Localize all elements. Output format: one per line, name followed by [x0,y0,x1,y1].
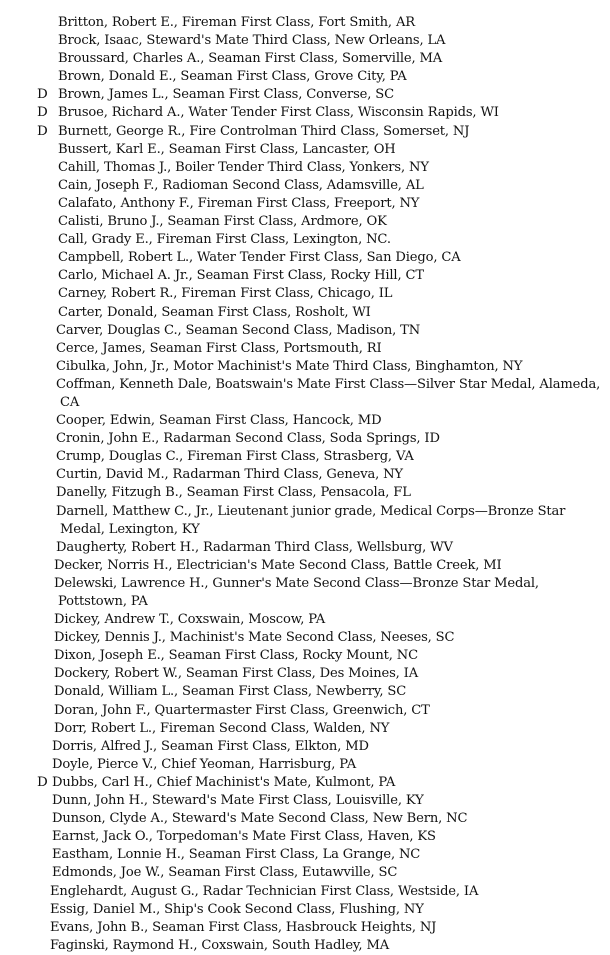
roster-entry [0,430,610,448]
roster-entry-text: Cibulka, John, Jr., Motor Machinist's Mate Third Class, Binghamton, NY [56,358,523,374]
roster-entry-text: Carver, Douglas C., Seaman Second Class, Madison, TN [56,322,421,338]
roster-entry-text: Eastham, Lonnie H., Seaman First Class, La Grange, NC [52,847,421,863]
roster-entry-text: Carlo, Michael A. Jr., Seaman First Class, Rocky Hill, CT [58,268,424,284]
roster-entry-text: Faginski, Raymond H., Coxswain, South Hadley, MA [50,937,390,953]
roster-entry [0,702,610,720]
roster-entry [0,213,610,231]
roster-entry [0,86,610,104]
roster-entry-text: Cerce, James, Seaman First Class, Portsmouth, RI [56,340,382,356]
roster-entry [0,629,610,647]
roster-entry [0,883,610,901]
roster-entry [0,720,610,738]
roster-entry [0,810,610,828]
roster-entry [0,901,610,919]
roster-entry-text: Donald, William L., Seaman First Class, Newberry, SC [54,684,407,700]
roster-entry-text: Danelly, Fitzugh B., Seaman First Class, Pensacola, FL [56,485,411,501]
deceased-marker: D [37,87,48,103]
roster-entry-text: Doran, John F., Quartermaster First Class, Greenwich, CT [54,702,430,718]
roster-entry [0,792,610,810]
roster-entry-text: Brown, James L., Seaman First Class, Converse, SC [58,87,394,103]
roster-entry-text: Calafato, Anthony F., Fireman First Class, Freeport, NY [58,195,420,211]
roster-entry-text: Daugherty, Robert H., Radarman Third Class, Wellsburg, WV [56,539,453,555]
roster-entry-text: Call, Grady E., Fireman First Class, Lexington, NC. [58,232,391,248]
roster-entry [0,159,610,177]
roster-entry [0,665,610,683]
roster-entry-text: Brusoe, Richard A., Water Tender First Class, Wisconsin Rapids, WI [58,105,499,121]
roster-entry-text: Carney, Robert R., Fireman First Class, Chicago, IL [58,286,393,302]
roster-entry-text: Broussard, Charles A., Seaman First Class, Somerville, MA [58,51,443,67]
roster-entry [0,340,610,358]
roster-entry-text: Evans, John B., Seaman First Class, Hasbrouck Heights, NJ [50,919,437,935]
roster-entry [0,141,610,159]
roster-entry [0,358,610,376]
roster-entry-text: Britton, Robert E., Fireman First Class, Fort Smith, AR [58,15,415,30]
roster-entry-text: Curtin, David M., Radarman Third Class, Geneva, NY [56,467,403,483]
roster-entry-text: Edmonds, Joe W., Seaman First Class, Eutawville, SC [52,865,398,881]
crew-roster-list [0,14,610,955]
roster-entry-text: Dorr, Robert L., Fireman Second Class, Walden, NY [54,720,390,736]
roster-entry-text: Dunn, John H., Steward's Mate First Class, Louisville, KY [52,793,424,809]
roster-entry [0,267,610,285]
roster-entry [0,774,610,792]
deceased-marker: D [37,123,48,139]
roster-entry-text: Burnett, George R., Fire Controlman Third Class, Somerset, NJ [58,123,470,139]
deceased-marker: D [37,105,48,121]
roster-entry [0,231,610,249]
roster-entry [0,14,610,32]
roster-entry-text: Bussert, Karl E., Seaman First Class, Lancaster, OH [58,141,396,157]
roster-entry [0,195,610,213]
roster-entry [0,412,610,430]
roster-entry [0,846,610,864]
roster-entry [0,484,610,502]
roster-entry [0,448,610,466]
roster-entry-text: Doyle, Pierce V., Chief Yeoman, Harrisburg, PA [52,756,357,772]
roster-entry-text: Dorris, Alfred J., Seaman First Class, Elkton, MD [52,738,369,754]
roster-entry [0,376,610,412]
roster-entry-text: Delewski, Lawrence H., Gunner's Mate Second Class—Bronze Star Medal, Pottstown, PA [54,575,539,609]
roster-entry-text: Calisti, Bruno J., Seaman First Class, Ardmore, OK [58,214,387,230]
roster-entry [0,557,610,575]
roster-entry [0,50,610,68]
roster-entry-text: Earnst, Jack O., Torpedoman's Mate First Class, Haven, KS [52,829,436,845]
roster-entry [0,123,610,141]
deceased-marker: D [37,774,48,790]
roster-entry [0,304,610,322]
roster-entry-text: Cain, Joseph F., Radioman Second Class, Adamsville, AL [58,177,424,193]
roster-entry-text: Dixon, Joseph E., Seaman First Class, Rocky Mount, NC [54,648,418,664]
roster-entry-text: Cahill, Thomas J., Boiler Tender Third Class, Yonkers, NY [58,159,429,175]
roster-entry-text: Brown, Donald E., Seaman First Class, Grove City, PA [58,69,407,85]
roster-entry [0,249,610,267]
roster-entry-text: Dickey, Andrew T., Coxswain, Moscow, PA [54,612,326,628]
roster-entry [0,828,610,846]
roster-entry-text: Cooper, Edwin, Seaman First Class, Hancock, MD [56,413,382,429]
roster-entry [0,285,610,303]
roster-entry-text: Englehardt, August G., Radar Technician First Class, Westside, IA [50,883,479,899]
roster-entry [0,32,610,50]
roster-entry [0,683,610,701]
roster-entry [0,466,610,484]
roster-entry-text: Cronin, John E., Radarman Second Class, Soda Springs, ID [56,431,440,447]
roster-entry [0,738,610,756]
roster-entry [0,919,610,937]
roster-entry [0,611,610,629]
roster-entry [0,177,610,195]
roster-entry [0,864,610,882]
roster-entry [0,575,610,611]
roster-entry-text: Dockery, Robert W., Seaman First Class, Des Moines, IA [54,666,419,682]
roster-entry-text: Coffman, Kenneth Dale, Boatswain's Mate First Class—Silver Star Medal, Alameda, CA [56,376,601,410]
roster-entry [0,647,610,665]
roster-entry [0,937,610,955]
roster-entry-text: Dunson, Clyde A., Steward's Mate Second Class, New Bern, NC [52,811,468,827]
roster-entry-text: Crump, Douglas C., Fireman First Class, Strasberg, VA [56,449,414,465]
roster-entry-text: Essig, Daniel M., Ship's Cook Second Class, Flushing, NY [50,901,424,917]
roster-entry-text: Dickey, Dennis J., Machinist's Mate Second Class, Neeses, SC [54,630,455,646]
roster-entry [0,104,610,122]
roster-entry [0,503,610,539]
roster-entry [0,68,610,86]
roster-entry [0,756,610,774]
roster-entry-text: Campbell, Robert L., Water Tender First Class, San Diego, CA [58,250,461,266]
roster-entry-text: Carter, Donald, Seaman First Class, Rosholt, WI [58,304,371,320]
roster-entry-text: Brock, Isaac, Steward's Mate Third Class, New Orleans, LA [58,33,446,49]
roster-entry [0,322,610,340]
roster-entry-text: Darnell, Matthew C., Jr., Lieutenant junior grade, Medical Corps—Bronze Star Medal, Lexington, KY [56,503,566,537]
roster-entry-text: Decker, Norris H., Electrician's Mate Second Class, Battle Creek, MI [54,557,502,573]
roster-entry-text: Dubbs, Carl H., Chief Machinist's Mate, Kulmont, PA [52,774,396,790]
roster-entry [0,539,610,557]
